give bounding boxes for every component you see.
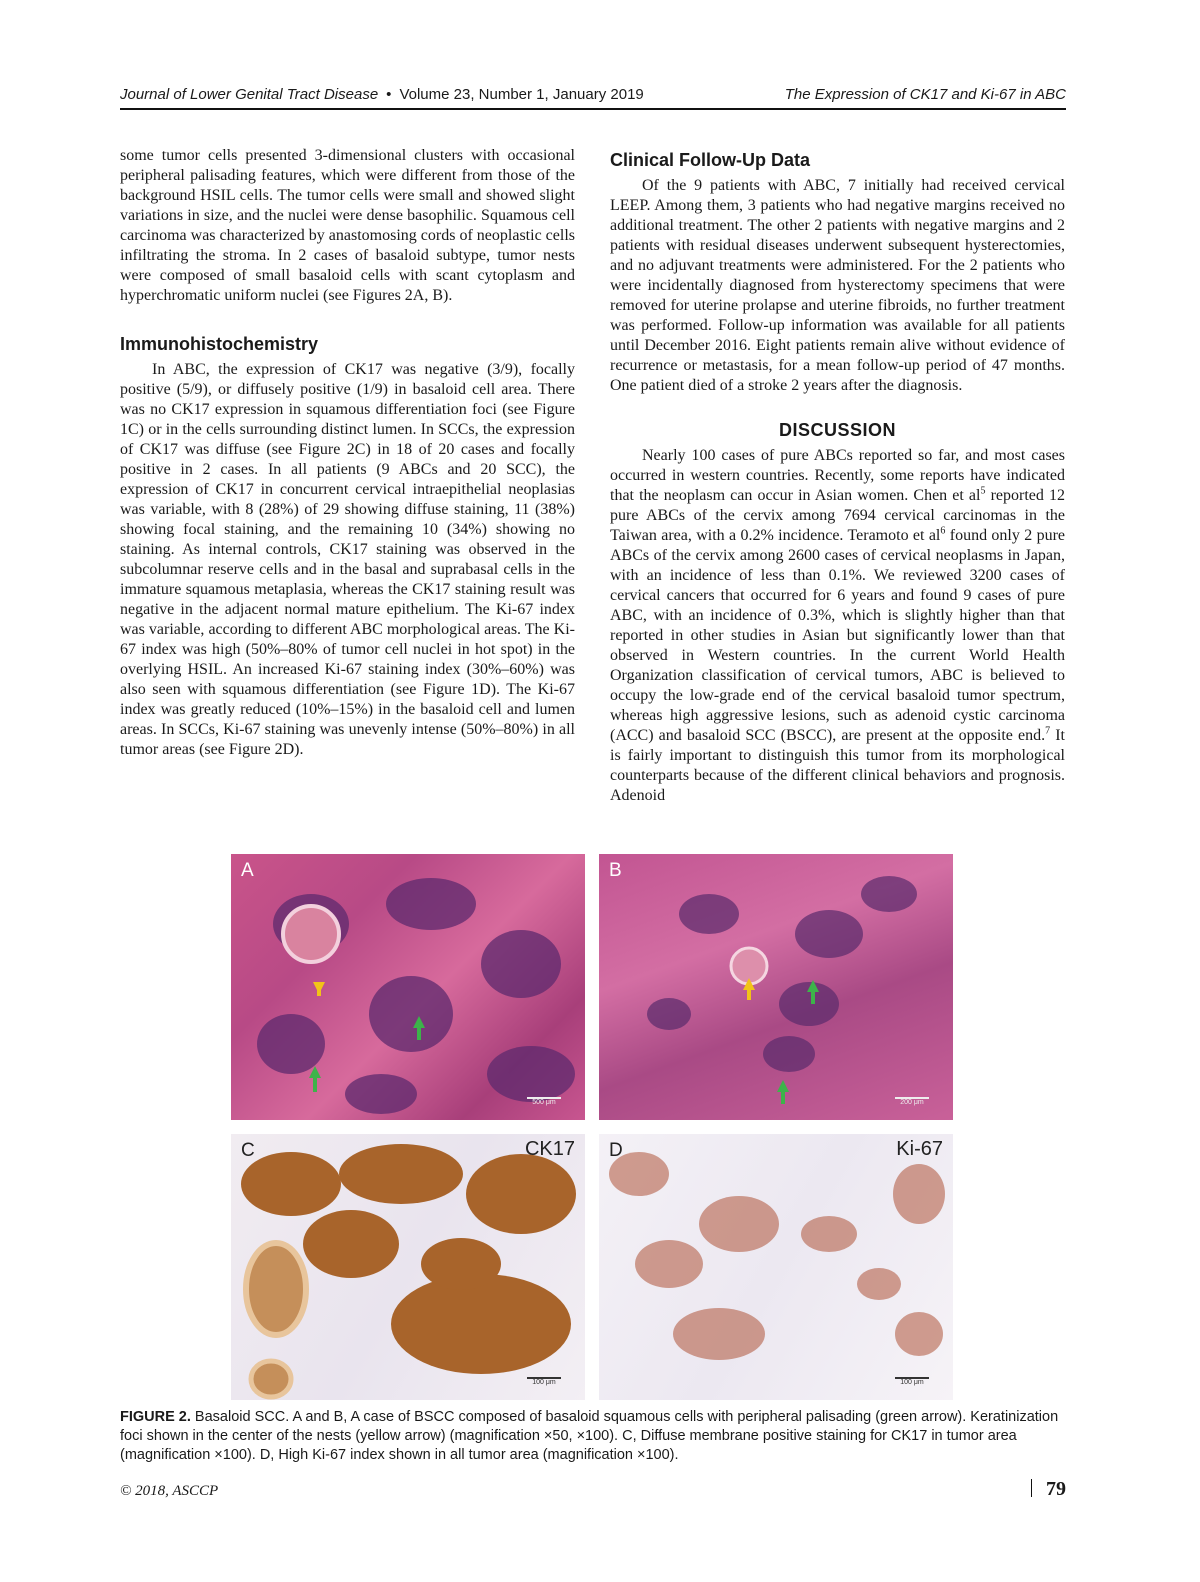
reference-5[interactable]: 5 bbox=[980, 485, 986, 497]
left-column bbox=[120, 146, 575, 760]
green-arrow-icon bbox=[777, 1080, 789, 1104]
heading-follow-up: Clinical Follow-Up Data bbox=[610, 150, 811, 170]
panel-b-scale-bar: 200 μm bbox=[895, 1097, 929, 1106]
header-journal: Journal of Lower Genital Tract Disease • Volume 23, Number 1, January 2019 bbox=[120, 86, 644, 103]
footer-copyright: © 2018, ASCCP bbox=[120, 1483, 219, 1499]
heading-immunohistochemistry: Immunohistochemistry bbox=[120, 334, 319, 354]
figure-2 bbox=[231, 854, 954, 1398]
reference-7[interactable]: 7 bbox=[1045, 725, 1051, 737]
panel-a-texture bbox=[231, 854, 585, 1120]
panel-c-texture bbox=[231, 1134, 585, 1400]
panel-b-texture bbox=[599, 854, 953, 1120]
panel-b-image bbox=[599, 854, 953, 1120]
panel-b-label: B bbox=[609, 860, 622, 881]
footer-divider bbox=[1031, 1479, 1032, 1497]
panel-d-image bbox=[599, 1134, 953, 1400]
footer-page-number: 79 bbox=[1031, 1478, 1066, 1501]
panel-d-stain-label: Ki-67 bbox=[896, 1138, 943, 1160]
panel-c-stain-label: CK17 bbox=[524, 1138, 575, 1160]
green-arrow-icon bbox=[309, 1066, 321, 1092]
running-header bbox=[120, 86, 1066, 110]
paragraph-follow-up: Of the 9 patients with ABC, 7 initially had received cervical LEEP. Among them, 3 patients who had negative margins received no additional treatment. The other 2 patients with negative margins and 2 patients with residual diseases underwent subsequent hysterectomies, and no adjuvant treatments were administered. For the 2 patients who were incidentally diagnosed from hysterectomy specimens that were removed for uterine prolapse and uterine fibroids, no further treatment was performed. Follow-up information was available for all patients until December 2016. Eight patients remain alive without evidence of recurrence or metastasis, for a mean follow-up period of 47 months. One patient died of a stroke 2 years after the diagnosis. bbox=[610, 177, 1065, 394]
header-running-title: The Expression of CK17 and Ki-67 in ABC bbox=[784, 86, 1066, 103]
panel-a-image bbox=[231, 854, 585, 1120]
paragraph-discussion: Nearly 100 cases of pure ABCs reported so far, and most cases occurred in western countries. Recently, some reports have indicated that the neoplasm can occur in Asian women. Chen et $al^5$ reported 12 pure ABCs of the cervix among 7694 cervical carcinomas in the Taiwan area, with a 0.2% incidence. Teramoto et $al^6$ found only 2 pure ABCs of the cervix among 2600 cases of cervical neoplasms in Japan, with an incidence of less than 0.1%. We reviewed 3200 cases of cervical cancers that occurred for 6 years and found 9 cases of pure ABC, with an incidence of 0.3%, which is slightly higher than that reported in other studies in Asian but significantly lower than that observed in Western countries. In the current World Health Organization classification of cervical tumors, ABC is believed to occupy the low-grade end of the cervical basaloid tumor spectrum, whereas high aggressive lesions, such as adenoid cystic carcinoma (ACC) and basaloid SCC (BSCC), are present at the opposite end.$^7$ It is fairly important to distinguish this tumor from its morphological counterparts because of the different clinical behaviors and prognosis. Adenoid bbox=[610, 447, 1066, 804]
panel-c-image bbox=[231, 1134, 585, 1400]
panel-c-label: C bbox=[241, 1140, 255, 1161]
yellow-arrow-icon bbox=[313, 982, 325, 996]
panel-d-scale-bar: 100 μm bbox=[895, 1377, 929, 1386]
right-column bbox=[610, 146, 1065, 806]
caption-label: FIGURE 2. bbox=[120, 1409, 191, 1425]
panel-d-texture bbox=[599, 1134, 953, 1400]
heading-discussion: DISCUSSION bbox=[778, 420, 897, 440]
paragraph-ihc: In ABC, the expression of CK17 was negative (3/9), focally positive (5/9), or diffusely positive (1/9) in basaloid cell area. There was no CK17 expression in squamous differentiation foci (see Figure 1C) or in the cells surrounding distinct lumen. In SCCs, the expression of CK17 was diffuse (see Figure 2C) in 18 of 20 cases and focally positive in 2 cases. In all patients (9 ABCs and 20 SCC), the expression of CK17 in concurrent cervical intraepithelial neoplasias was variable, with 8 (28%) of 29 showing diffuse staining, 11 (38%) showing focal staining, and the remaining 10 (34%) showing no staining. As internal controls, CK17 staining was observed in the subcolumnar reserve cells and in the basal and suprabasal cells in the immature squamous metaplasia, whereas the CK17 staining result was negative in the adjacent normal mature epithelium. The Ki-67 index was variable, according to different ABC morphological areas. The Ki-67 index was high (50%–80% of tumor cell nuclei in hot spot) in the overlying HSIL. An increased Ki-67 staining index (30%–60%) was also seen with squamous differentiation (see Figure 1D). The Ki-67 index was greatly reduced (10%–15%) in the basaloid cell and lumen areas. In SCCs, Ki-67 staining was unevenly intense (50%–80%) in all tumor areas (see Figure 2D). bbox=[120, 361, 575, 758]
caption-text: Basaloid SCC. A and B, A case of BSCC composed of basaloid squamous cells with peripheral palisading (green arrow). Keratinization foci shown in the center of the nests (yellow arrow) (magnification ×50, ×100). C, Diffuse membrane positive staining for CK17 in tumor area (magnification ×100). D, High Ki-67 index shown in all tumor area (magnification ×100). bbox=[120, 1409, 1059, 1463]
paragraph-intro: some tumor cells presented 3-dimensional clusters with occasional peripheral palisading features, which were different from those of the background HSIL cells. The tumor cells were small and showed slight variations in size, and the nuclei were dense basophilic. Squamous cell carcinoma was characterized by anastomosing cords of neoplastic cells infiltrating the stroma. In 2 cases of basaloid subtype, tumor nests were composed of small basaloid cells with scant cytoplasm and hyperchromatic uniform nuclei (see Figures 2A, B). bbox=[120, 147, 575, 304]
panel-d-label: D bbox=[609, 1140, 623, 1161]
panel-c-scale-bar: 100 μm bbox=[527, 1377, 561, 1386]
panel-a-scale-bar: 500 μm bbox=[527, 1097, 561, 1106]
panel-a-label: A bbox=[241, 860, 254, 881]
figure-caption bbox=[120, 1408, 1066, 1465]
reference-6[interactable]: 6 bbox=[940, 525, 946, 537]
